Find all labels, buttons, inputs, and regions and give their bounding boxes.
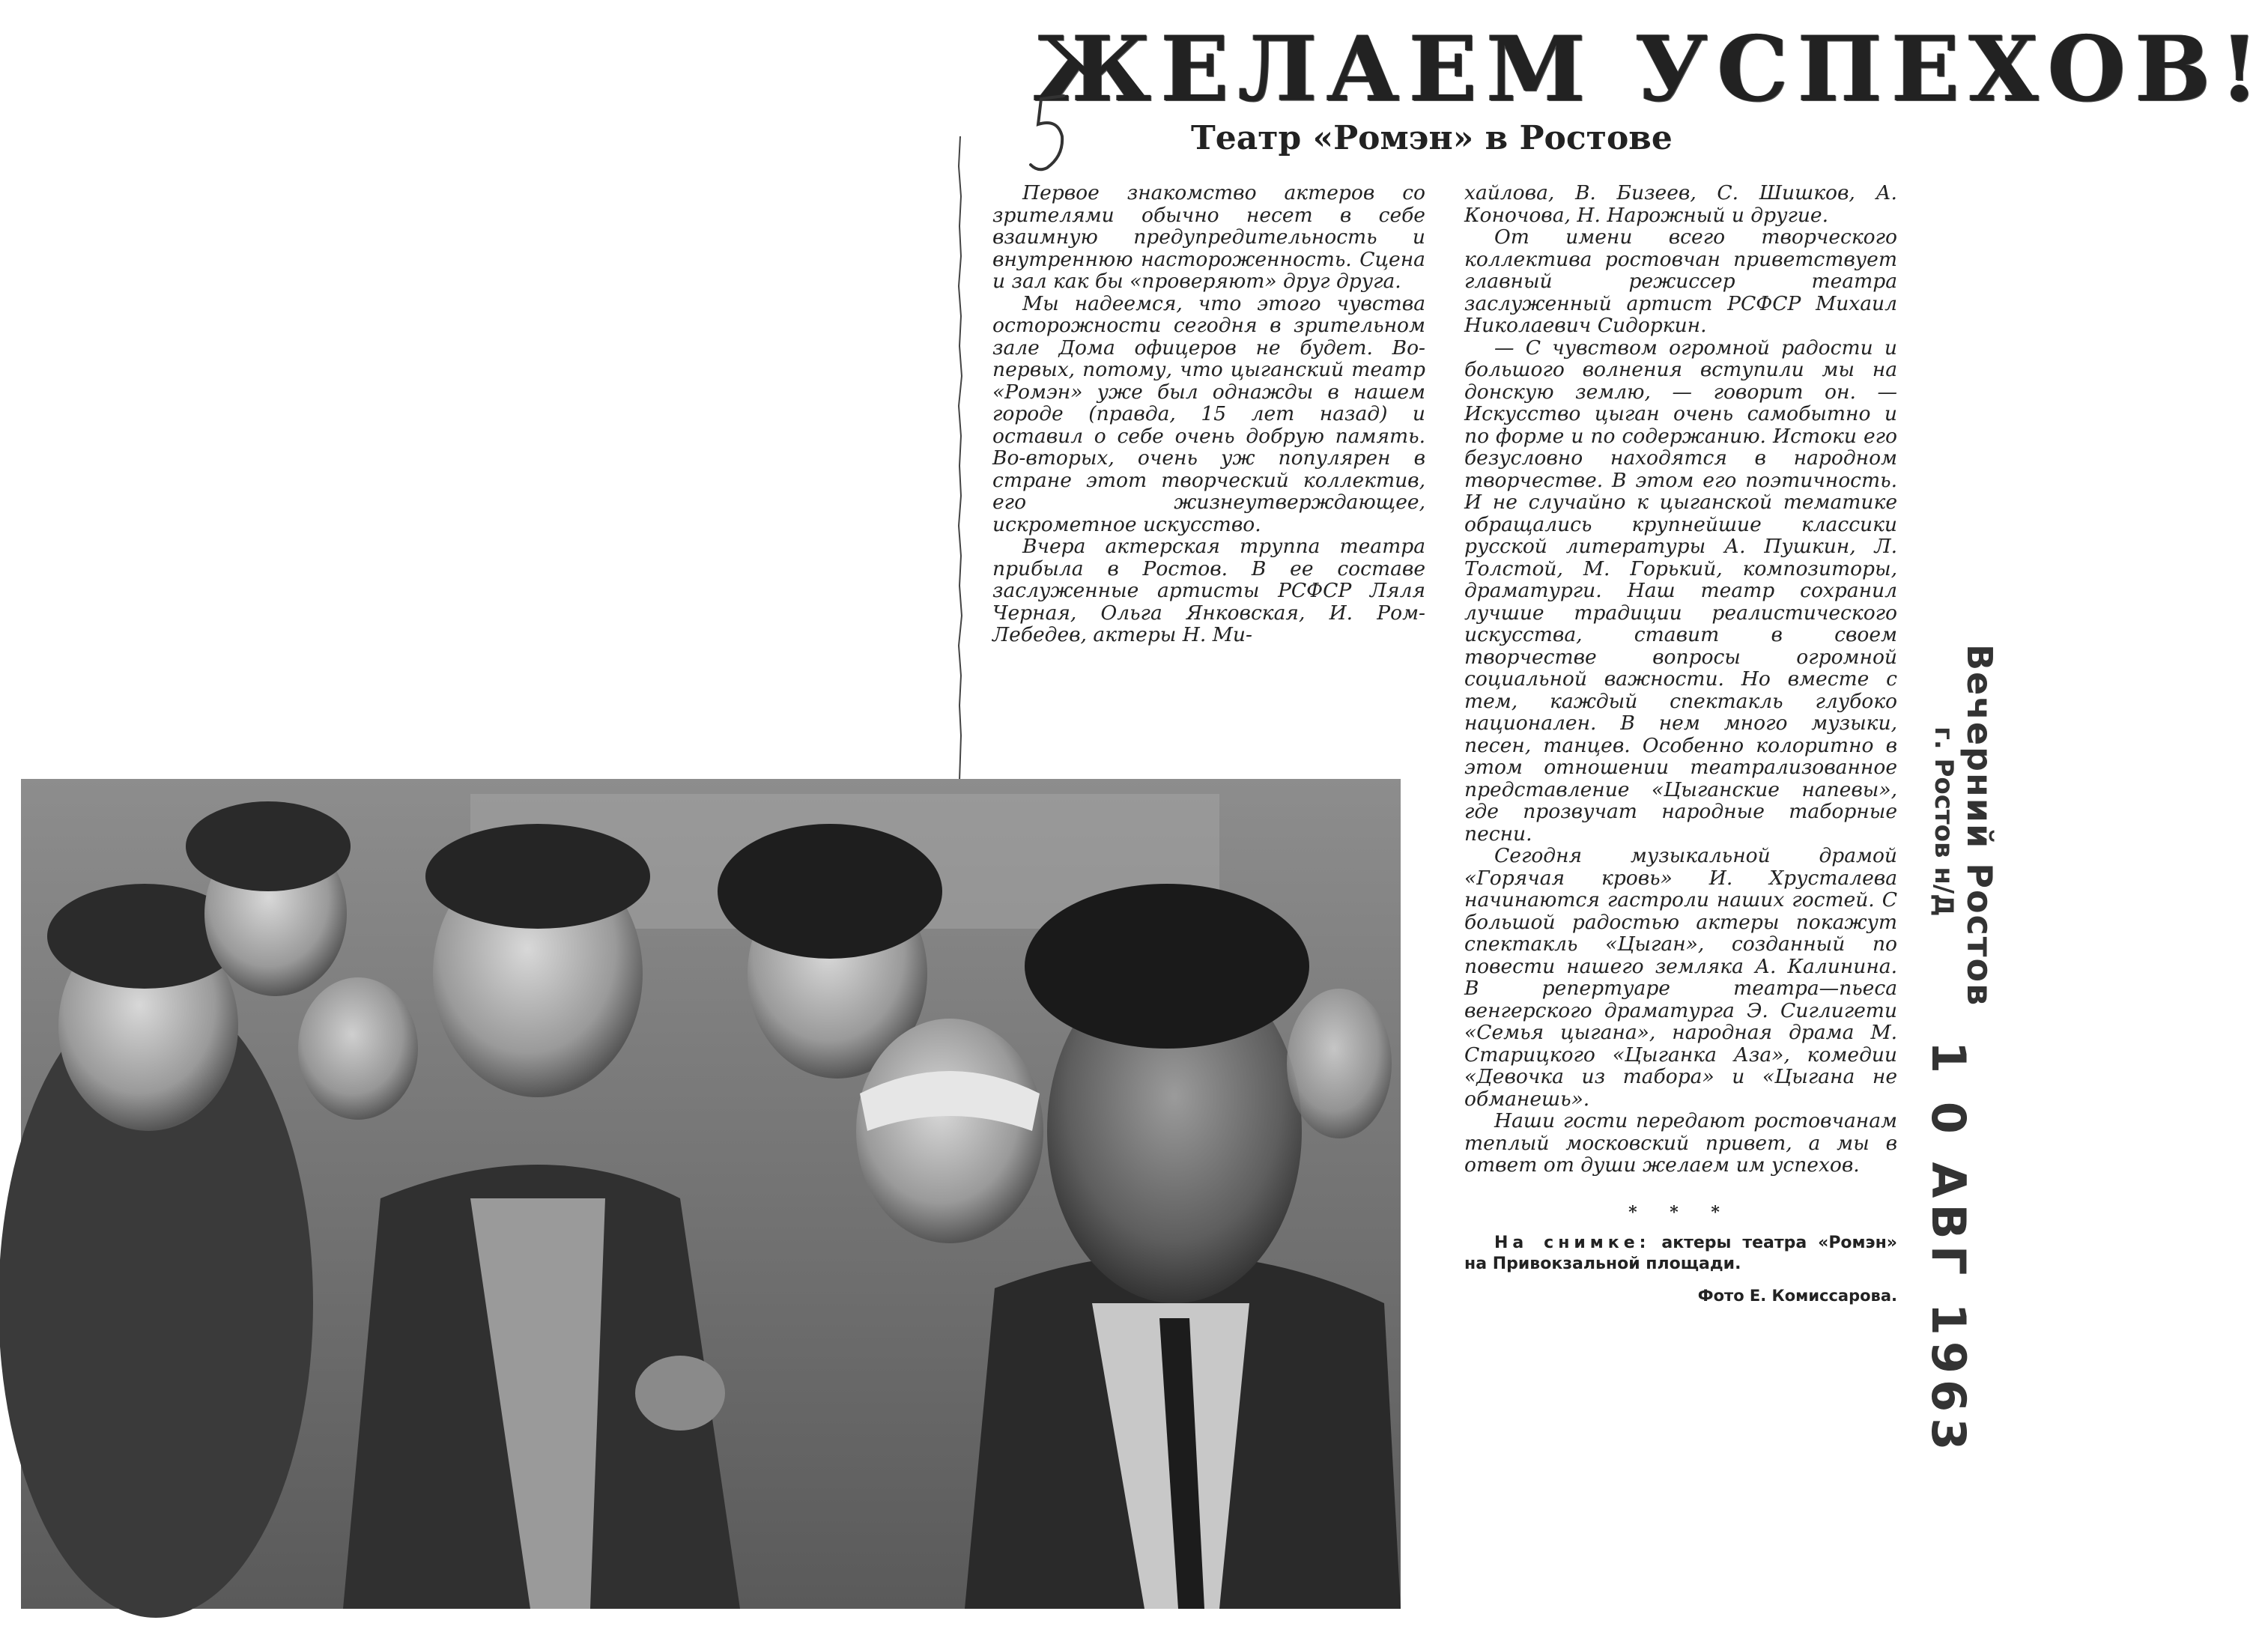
paragraph: Вчера актерская труппа театра прибыла в Ростов. В ее составе заслуженные артисты РСФСР Ляля Черная, Ольга Янковская, И. Ром-Лебедев, актеры Н. Ми- [992, 535, 1425, 646]
group-photo-icon [21, 779, 1401, 1609]
headline: ЖЕЛАЕМ УСПЕХОВ! [1034, 16, 2268, 122]
article-column-1 [992, 182, 1425, 646]
group-photo [21, 779, 1401, 1609]
article-column-2 [1464, 182, 1897, 1308]
stamp-date: 1 0 АВГ 1963 [1921, 1041, 1976, 1457]
photo-credit: Фото Е. Комиссарова. [1697, 1287, 1897, 1305]
photo-caption [1464, 1233, 1897, 1275]
torn-edge-divider [957, 136, 963, 780]
paragraph: Мы надеемся, что этого чувства осторожности сегодня в зрительном зале Дома офицеров не будет. Во-первых, потому, что цыганский театр «Ромэн» уже был однажды в нашем городе (правда, 15 лет назад) и оставил о себе очень добрую память. Во-вторых, очень уж популярен в стране этот творческий коллектив, его жизнеутверждающее, искрометное искусство. [992, 291, 1425, 536]
caption-text: актеры театра «Ромэн» на Привокзальной площади. [1464, 1234, 1897, 1273]
subheadline: Театр «Ромэн» в Ростове [1191, 119, 1673, 157]
caption-lead: На снимке: [1494, 1234, 1651, 1252]
stamp-city: г. Ростов н/Д [1929, 726, 1959, 917]
paragraph: Сегодня музыкальной драмой «Горячая кровь» И. Хрусталева начинаются гастроли наших гостей. С большой радостью актеры покажут спектакль «Цыган», созданный по повести нашего земляка А. Калинина. В репертуаре театра—пьеса венгерского драматурга Э. Сиглигети «Семья цыгана», народная драма М. Старицкого «Цыганка Аза», комедии «Девочка из табора» и «Цыгана не обманешь». [1464, 844, 1897, 1111]
section-separator: * * * [1628, 1202, 1733, 1222]
paragraph: От имени всего творческого коллектива ростовчан приветствует главный режиссер театра заслуженный артист РСФСР Михаил Николаевич Сидоркин. [1464, 225, 1897, 337]
paragraph: Наши гости передают ростовчанам теплый московский привет, а мы в ответ от души желаем им успехов. [1464, 1109, 1897, 1177]
paragraph: — С чувством огромной радости и большого волнения вступили мы на донскую землю, — говорит он. — Искусство цыган очень самобытно и по форме и по содержанию. Истоки его безусловно находятся в народном творчестве. В этом его поэтичность. И не случайно к цыганской тематике обращались крупнейшие классики русской литературы А. Пушкин, Л. Толстой, М. Горький, композиторы, драматурги. Наш театр сохранил лучшие традиции реалистического искусства, ставит в своем творчестве вопросы огромной социальной важности. Но вместе с тем, каждый спектакль глубоко национален. В нем много музыки, песен, танцев. Особенно колоритно в этом отношении театрализованное представление «Цыганские напевы», где прозвучат народные таборные песни. [1464, 336, 1897, 846]
archive-stamp [1880, 644, 2000, 1457]
stamp-newspaper: Вечерний Ростов [1959, 644, 2000, 1007]
paragraph: Первое знакомство актеров со зрителями обычно несет в себе взаимную предупредительность и внутреннюю настороженность. Сцена и зал как бы «проверяют» друг друга. [992, 181, 1425, 293]
handwritten-mark-icon [1025, 90, 1077, 180]
paragraph: хайлова, В. Бизеев, С. Шишков, А. Коночова, Н. Нарожный и другие. [1464, 181, 1897, 227]
